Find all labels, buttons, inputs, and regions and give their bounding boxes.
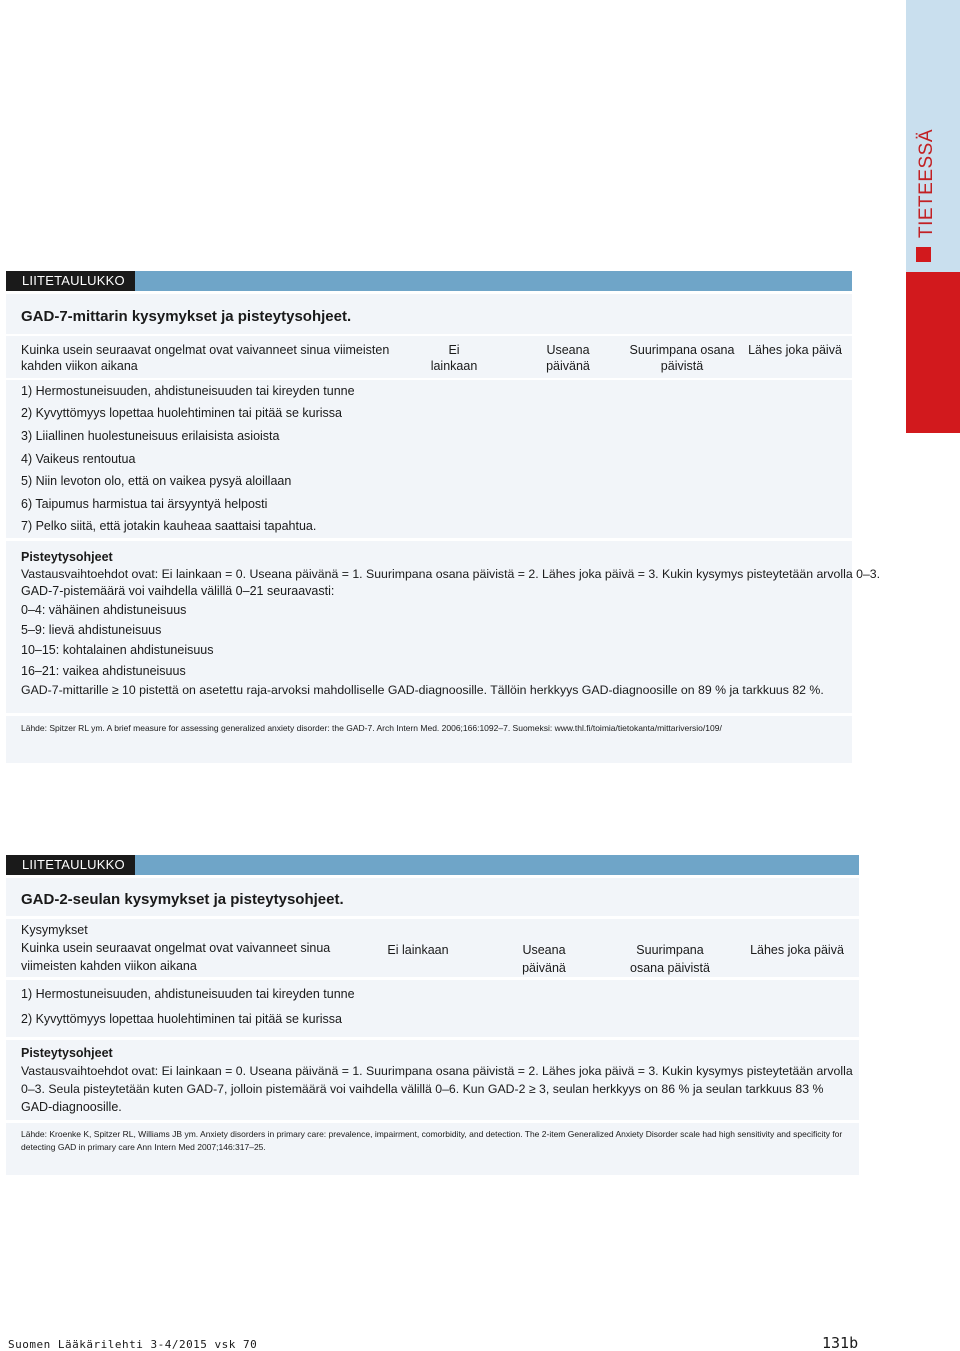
- journal-footer: Suomen Lääkärilehti 3-4/2015 vsk 70: [8, 1338, 258, 1351]
- source-text-line1: Lähde: Kroenke K, Spitzer RL, Williams JB ym. Anxiety disorders in primary care: prevalence, impairment, comorbidity, and detection. The 2-item Generalized Anxiety Disorder scale had high sensitivity and specificity for: [21, 1129, 843, 1139]
- option-lahes-joka-paiva: [744, 941, 850, 959]
- option-line1: Lähes joka päivä: [748, 343, 842, 357]
- list-item: 3) Liiallinen huolestuneisuus erilaisista asioista: [21, 429, 280, 443]
- source-panel: [6, 716, 852, 763]
- option-line2: lainkaan: [430, 359, 478, 373]
- option-line1: Suurimpana osana: [629, 343, 735, 357]
- option-line2: osana päivistä: [630, 961, 710, 975]
- question-header-panel: [6, 336, 852, 378]
- side-band: [906, 0, 960, 433]
- question-header-panel: [6, 919, 859, 977]
- scoring-line: Vastausvaihtoehdot ovat: Ei lainkaan = 0. Useana päivänä = 1. Suurimpana osana päivistä = 2. Lähes joka päivä = 3. Kukin kysymys pisteytetään arvolla: [21, 1064, 853, 1078]
- option-ei-lainkaan: [414, 342, 494, 374]
- list-item: 6) Taipumus harmistua tai ärsyyntyä helposti: [21, 497, 268, 511]
- table-title: GAD-2-seulan kysymykset ja pisteytysohjeet.: [21, 891, 344, 908]
- scoring-line: 16–21: vaikea ahdistuneisuus: [21, 664, 186, 678]
- title-panel: [6, 294, 852, 334]
- title-panel: [6, 878, 859, 916]
- option-line1: Ei lainkaan: [387, 943, 449, 957]
- scoring-heading: Pisteytysohjeet: [21, 550, 113, 564]
- scoring-line: 5–9: lievä ahdistuneisuus: [21, 623, 162, 637]
- questions-heading: Kysymykset: [21, 923, 88, 937]
- question-text-line1: Kuinka usein seuraavat ongelmat ovat vaivanneet sinua: [21, 941, 331, 955]
- items-panel: [6, 380, 852, 538]
- question-text-line2: kahden viikon aikana: [21, 359, 138, 373]
- option-line1: Lähes joka päivä: [750, 943, 844, 957]
- list-item: 1) Hermostuneisuuden, ahdistuneisuuden tai kireyden tunne: [21, 987, 355, 1001]
- source-panel: [6, 1123, 859, 1175]
- table-tag: LIITETAULUKKO: [6, 271, 135, 291]
- option-line2: päivistä: [660, 359, 704, 373]
- source-text-line2: detecting GAD in primary care Ann Intern Med 2007;146:317–25.: [21, 1142, 266, 1152]
- section-label-text: TIETEESSÄ: [916, 128, 937, 238]
- list-item: 2) Kyvyttömyys lopettaa huolehtiminen tai pitää se kurissa: [21, 406, 342, 420]
- option-suurimpana-osana: [616, 941, 724, 977]
- scoring-line: GAD-7-mittarille ≥ 10 pistettä on asetettu raja-arvoksi mahdolliselle GAD-diagnoosille. Tällöin herkkyys GAD-diagnoosille on 89 % ja tarkkuus 82 %.: [21, 683, 824, 697]
- option-ei-lainkaan: [378, 941, 458, 959]
- scoring-line: 10–15: kohtalainen ahdistuneisuus: [21, 643, 214, 657]
- list-item: 4) Vaikeus rentoutua: [21, 452, 136, 466]
- option-line1: Suurimpana: [636, 943, 704, 957]
- option-line1: Ei: [448, 343, 460, 357]
- option-line2: päivänä: [522, 961, 566, 975]
- list-item: 5) Niin levoton olo, että on vaikea pysyä aloillaan: [21, 474, 292, 488]
- question-text-line2: viimeisten kahden viikon aikana: [21, 959, 197, 973]
- page-number: 131b: [822, 1334, 859, 1351]
- option-useana-paivana: [504, 941, 584, 977]
- section-marker-square: [916, 247, 931, 262]
- scoring-panel: [6, 1040, 859, 1120]
- option-useana-paivana: [526, 342, 610, 374]
- scoring-panel: [6, 541, 881, 713]
- option-suurimpana-osana: [624, 342, 740, 374]
- list-item: 7) Pelko siitä, että jotakin kauheaa saattaisi tapahtua.: [21, 519, 317, 533]
- table-title: GAD-7-mittarin kysymykset ja pisteytysohjeet.: [21, 308, 352, 325]
- source-text: Lähde: Spitzer RL ym. A brief measure for assessing generalized anxiety disorder: the GAD-7. Arch Intern Med. 2006;166:1092–7. Suomeksi: www.thl.fi/toimia/tietokanta/mittariversio/109/: [21, 723, 722, 733]
- scoring-line: Vastausvaihtoehdot ovat: Ei lainkaan = 0. Useana päivänä = 1. Suurimpana osana päivistä = 2. Lähes joka päivä = 3. Kukin kysymys pisteytetään arvolla 0–3.: [21, 567, 881, 581]
- scoring-line: GAD-diagnoosille.: [21, 1100, 122, 1114]
- option-lahes-joka-paiva: [742, 342, 848, 358]
- list-item: 1) Hermostuneisuuden, ahdistuneisuuden tai kireyden tunne: [21, 384, 355, 398]
- scoring-line: GAD-7-pistemäärä voi vaihdella välillä 0–21 seuraavasti:: [21, 584, 335, 598]
- side-band-red: [906, 272, 960, 433]
- scoring-line: 0–4: vähäinen ahdistuneisuus: [21, 603, 187, 617]
- option-line1: Useana: [522, 943, 566, 957]
- items-panel: [6, 980, 859, 1037]
- question-text-line1: Kuinka usein seuraavat ongelmat ovat vaivanneet sinua viimeisten: [21, 343, 390, 357]
- scoring-heading: Pisteytysohjeet: [21, 1046, 113, 1060]
- option-line2: päivänä: [546, 359, 590, 373]
- table-tag: LIITETAULUKKO: [6, 855, 135, 875]
- option-line1: Useana: [546, 343, 590, 357]
- list-item: 2) Kyvyttömyys lopettaa huolehtiminen tai pitää se kurissa: [21, 1012, 342, 1026]
- scoring-line: 0–3. Seula pisteytetään kuten GAD-7, jolloin pistemäärä voi vaihdella välillä 0–6. Kun GAD-2 ≥ 3, seulan herkkyys on 86 % ja seulan tarkkuus 83 %: [21, 1082, 824, 1096]
